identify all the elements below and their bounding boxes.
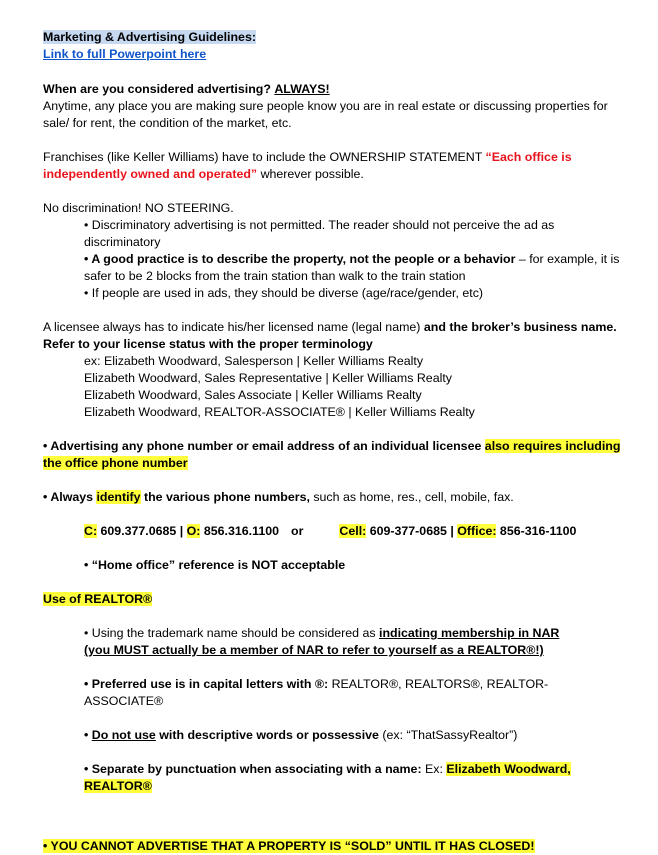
example-line: ex: Elizabeth Woodward, Salesperson | Keller Williams Realty: [84, 354, 424, 368]
example-line: Elizabeth Woodward, Sales Representative | Keller Williams Realty: [84, 371, 452, 385]
discrimination-title: No discrimination! NO STEERING.: [43, 201, 234, 215]
example-line: Elizabeth Woodward, REALTOR-ASSOCIATE® | Keller Williams Realty: [84, 405, 475, 419]
realtor-rule-4: • Separate by punctuation when associating with a name: Ex: Elizabeth Woodward, REALTOR®: [84, 762, 571, 793]
license-examples: [43, 353, 623, 421]
discrimination-list: [43, 217, 623, 302]
realtor-rule-1: • Using the trademark name should be considered as indicating membership in NAR: [84, 626, 560, 640]
realtor-rule-2: • Preferred use is in capital letters with ®: REALTOR®, REALTORS®, REALTOR-ASSOCIATE®: [84, 677, 549, 708]
sold-warning: • YOU CANNOT ADVERTISE THAT A PROPERTY IS “SOLD” UNTIL IT HAS CLOSED!: [43, 839, 535, 853]
home-office-rule: • “Home office” reference is NOT acceptable: [84, 558, 346, 572]
question-text: Anytime, any place you are making sure people know you are in real estate or discussing properties for sale/ for rent, the condition of the market, etc.: [43, 99, 608, 130]
question-label: When are you considered advertising?: [43, 82, 271, 96]
powerpoint-link[interactable]: Link to full Powerpoint here: [43, 47, 207, 61]
realtor-section-title: Use of REALTOR®: [43, 592, 153, 606]
realtor-rule-3: • Do not use with descriptive words or possessive (ex: “ThatSassyRealtor”): [84, 728, 518, 742]
doc-heading: Marketing & Advertising Guidelines:: [43, 30, 256, 44]
license-paragraph: A licensee always has to indicate his/her licensed name (legal name) and the broker’s business name. Refer to your license status with the proper terminology: [43, 320, 617, 351]
discrimination-bullet-3: • If people are used in ads, they should be diverse (age/race/gender, etc): [84, 286, 484, 300]
example-line: Elizabeth Woodward, Sales Associate | Keller Williams Realty: [84, 388, 422, 402]
phone-examples: C: 609.377.0685 | O: 856.316.1100 or Cell: 609-377-0685 | Office: 856-316-1100: [84, 524, 577, 538]
realtor-rule-1-note: (you MUST actually be a member of NAR to refer to yourself as a REALTOR®!): [84, 643, 544, 657]
franchise-paragraph: Franchises (like Keller Williams) have to include the OWNERSHIP STATEMENT “Each office is independently owned and operated” wherever possible.: [43, 150, 572, 181]
realtor-rules: [43, 625, 623, 795]
question-answer: ALWAYS!: [274, 82, 330, 96]
document-page: [43, 29, 623, 855]
discrimination-bullet-2: • A good practice is to describe the property, not the people or a behavior – for example, it is safer to be 2 blocks from the train station than walk to the train station: [84, 252, 620, 283]
phone-rule: • Advertising any phone number or email address of an individual licensee also requires including the office phone number: [43, 439, 621, 470]
identify-rule: • Always identify the various phone numbers, such as home, res., cell, mobile, fax.: [43, 490, 514, 504]
ownership-statement: “Each office is independently owned and operated”: [43, 150, 572, 181]
discrimination-bullet-1: • Discriminatory advertising is not permitted. The reader should not perceive the ad as discriminatory: [84, 218, 555, 249]
